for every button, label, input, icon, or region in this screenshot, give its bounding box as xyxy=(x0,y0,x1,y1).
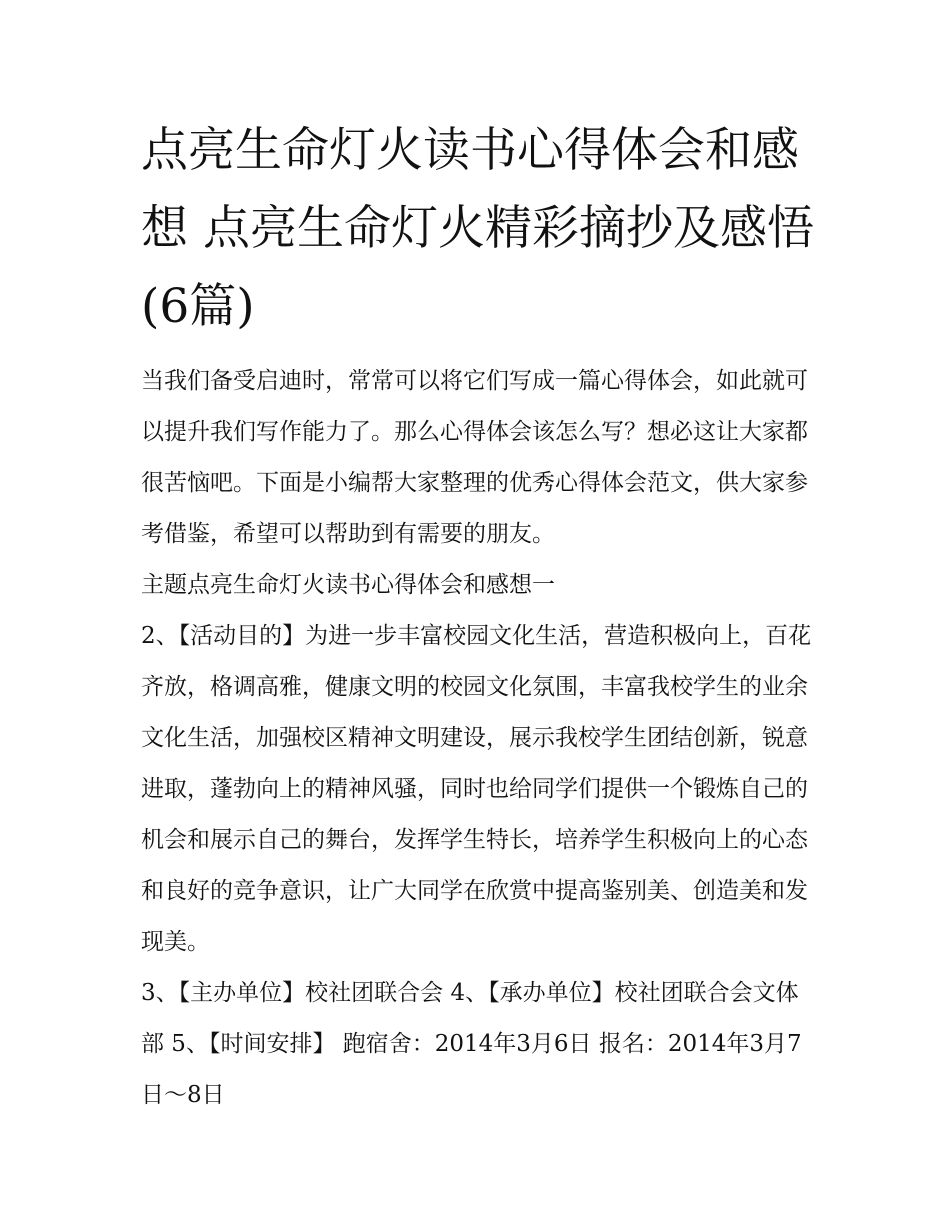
section-subheading: 主题点亮生命灯火读书心得体会和感想一 xyxy=(141,572,555,598)
document-content xyxy=(141,112,821,1121)
activity-purpose-paragraph: 2、【活动目的】为进一步丰富校园文化生活，营造积极向上，百花齐放，格调高雅，健康文明的校园文化氛围，丰富我校学生的业余文化生活，加强校区精神文明建设，展示我校学生团结创新，锐意进取，蓬勃向上的精神风骚，同时也给同学们提供一个锻炼自己的机会和展示自己的舞台，发挥学生特长，培养学生积极向上的心态和良好的竞争意识，让广大同学在欣赏中提高鉴别美、创造美和发现美。 xyxy=(141,623,812,955)
intro-paragraph: 当我们备受启迪时，常常可以将它们写成一篇心得体会，如此就可以提升我们写作能力了。那么心得体会该怎么写？想必这让大家都很苦恼吧。下面是小编帮大家整理的优秀心得体会范文，供大家参考借鉴，希望可以帮助到有需要的朋友。 xyxy=(141,368,808,547)
organizer-schedule-paragraph: 3、【主办单位】校社团联合会 4、【承办单位】校社团联合会文体部 5、【时间安排】 跑宿舍：2014年3月6日 报名：2014年3月7日～8日 xyxy=(141,980,802,1108)
document-title: 点亮生命灯火读书心得体会和感想 点亮生命灯火精彩摘抄及感悟(6篇) xyxy=(141,123,814,334)
